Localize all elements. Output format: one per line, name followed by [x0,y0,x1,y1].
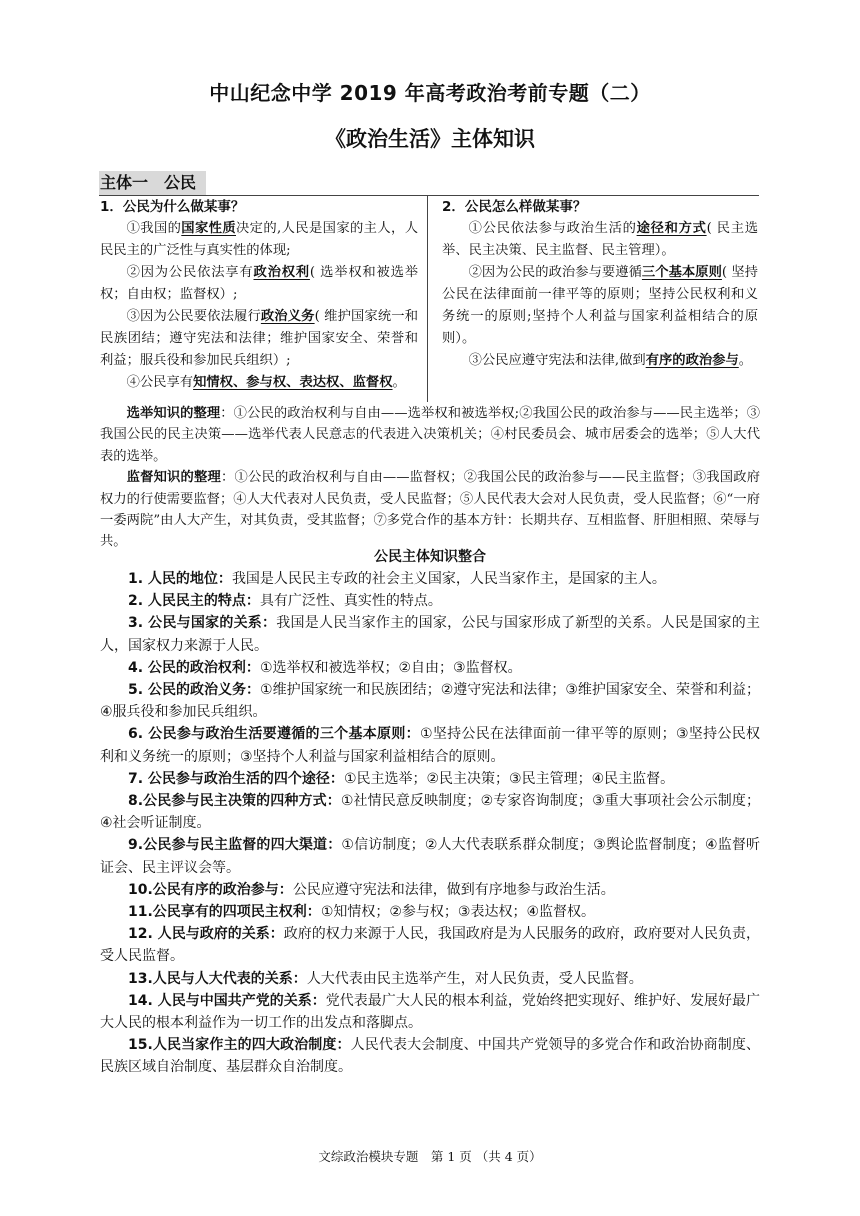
item-label: 2. 人民民主的特点： [128,593,260,610]
item-label: 4. 公民的政治权利： [128,659,260,676]
page-title: 中山纪念中学 2019 年高考政治考前专题（二） [209,81,651,105]
key-term: 国家性质 [181,221,236,236]
item-text: ①选举权和被选举权；②自由；③监督权。 [259,659,522,676]
item-text: ①社情民意反映制度；②专家咨询制度；③重大事项社会公示制度；④社会听证制度。 [100,793,760,832]
item-text: 政府的权力来源于人民，我国政府是为人民服务的政府，政府要对人民负责，受人民监督。 [100,926,760,965]
list-item [100,612,760,656]
column-divider [427,195,428,402]
left-para-3: ③因为公民要依法履行政治义务( 维护国家统一和民族团结；遵守宪法和法律；维护国家安全、荣誉和利益；服兵役和参加民兵组织）; [100,309,419,368]
item-text: 我国是人民民主专政的社会主义国家，人民当家作主，是国家的主人。 [231,571,666,587]
item-label: 7. 公民参与政治生活的四个途径： [128,770,344,787]
item-text: ①信访制度；②人大代表联系群众制度；③舆论监督制度；④监督听证会、民主评议会等。 [100,837,760,876]
item-label: 9.公民参与民主监督的四大渠道： [128,837,342,854]
item-text: ①坚持公民在法律面前一律平等的原则；③坚持公民权利和义务统一的原则；③坚持个人利益与国家利益相结合的原则。 [100,726,760,765]
left-para-1: ①我国的国家性质决定的,人民是国家的主人，人民民主的广泛性与真实性的体现; [100,221,418,258]
item-text: ①维护国家统一和民族团结；②遵守宪法和法律；③维护国家安全、荣誉和利益；④服兵役和参加民兵组织。 [100,682,761,721]
item-label: 11.公民享有的四项民主权利： [128,904,321,921]
item-label: 15.人民当家作主的四大政治制度： [128,1037,351,1054]
left-para-2: ②因为公民依法享有政治权利( 选举权和被选举权；自由权；监督权）; [100,265,419,302]
item-label: 3. 公民与国家的关系： [128,615,277,632]
list-item [100,901,760,923]
key-term: 有序的政治参与 [645,353,739,368]
list-item [100,834,760,878]
right-column [442,196,758,372]
page-footer: 文综政治模块专题 第 1 页 （共 4 页） [318,1149,542,1164]
key-term: 政治权利 [253,265,310,280]
item-text: 具有广泛性、真实性的特点。 [259,593,442,610]
question-how: 2．公民怎么样做某事？ [442,199,587,215]
supervision-summary: 监督知识的整理：①公民的政治权利与自由——监督权；②我国公民的政治参与——民主监督；③我国政府权力的行使需要监督；④人大代表对人民负责，受人民监督；⑤人民代表大会对人民负责，受人民监督；⑥“一府一委两院”由人大产生，对其负责，受其监督；⑦多党合作的基本方针：长期共存、互相监督、肝胆相照、荣辱与共。 [100,470,761,550]
left-column [100,196,418,394]
item-text: 公民应遵守宪法和法律，做到有序地参与政治生活。 [292,881,615,898]
list-item [100,879,760,901]
list-item [100,679,760,723]
item-text: 人大代表由民主选举产生，对人民负责，受人民监督。 [306,970,643,987]
election-summary: 选举知识的整理：①公民的政治权利与自由——选举权和被选举权;②我国公民的政治参与——民主选举；③我国公民的民主决策——选举代表人民意志的代表进入决策机关；④村民委员会、城市居委会的选举；⑤人大代表的选举。 [100,406,761,464]
right-para-3: ③公民应遵守宪法和法律,做到有序的政治参与。 [468,353,753,368]
right-para-1: ①公民依法参与政治生活的途径和方式( 民主选举、民主决策、民主监督、民主管理）。 [442,221,759,258]
list-item [100,568,760,590]
item-label: 5. 公民的政治义务： [128,682,261,699]
list-item [100,723,760,767]
list-item [100,1034,760,1078]
list-item [100,790,760,834]
integration-title: 公民主体知识整合 [374,549,486,565]
item-text: 我国是人民当家作主的国家，公民与国家形成了新型的关系。人民是国家的主人，国家权力来源于人民。 [100,615,761,654]
item-label: 14. 人民与中国共产党的关系： [128,992,326,1009]
list-item [100,590,760,612]
item-label: 8.公民参与民主决策的四种方式： [128,793,341,810]
list-item [100,657,760,679]
item-label: 13.人民与人大代表的关系： [128,970,307,987]
section-header: 主体一 公民 [99,171,206,195]
integration-list [100,568,760,1079]
right-para-2: ②因为公民的政治参与要遵循三个基本原则( 坚持公民在法律面前一律平等的原则；坚持公民权利和义务统一的原则;坚持个人利益与国家利益相结合的原则）。 [442,265,759,346]
key-term: 政治义务 [260,309,315,324]
item-text: ①民主选举；②民主决策；③民主管理；④民主监督。 [343,770,675,787]
item-label: 12. 人民与政府的关系： [128,926,284,943]
key-term: 三个基本原则 [641,265,722,280]
item-text: 人民代表大会制度、中国共产党领导的多党合作和政治协商制度、民族区域自治制度、基层群众自治制度。 [100,1037,761,1076]
item-label: 6. 公民参与政治生活要遵循的三个基本原则： [128,726,420,743]
item-label: 1. 人民的地位： [128,571,232,587]
item-label: 10.公民有序的政治参与： [128,881,293,898]
list-item [100,768,760,790]
item-text: 党代表最广大人民的根本利益，党始终把实现好、维护好、发展好最广大人民的根本利益作为一切工作的出发点和落脚点。 [100,992,760,1032]
list-item [100,990,760,1034]
knowledge-summary [100,403,760,553]
left-para-4: ④公民享有知情权、参与权、表达权、监督权。 [126,375,406,390]
key-term: 途径和方式 [636,221,707,236]
page-subtitle: 《政治生活》主体知识 [325,126,535,151]
list-item [100,968,760,990]
key-term: 知情权、参与权、表达权、监督权 [193,375,393,390]
question-why: 1．公民为什么做某事？ [100,199,245,215]
list-item [100,923,760,967]
item-text: ①知情权；②参与权；③表达权；④监督权。 [320,904,596,921]
